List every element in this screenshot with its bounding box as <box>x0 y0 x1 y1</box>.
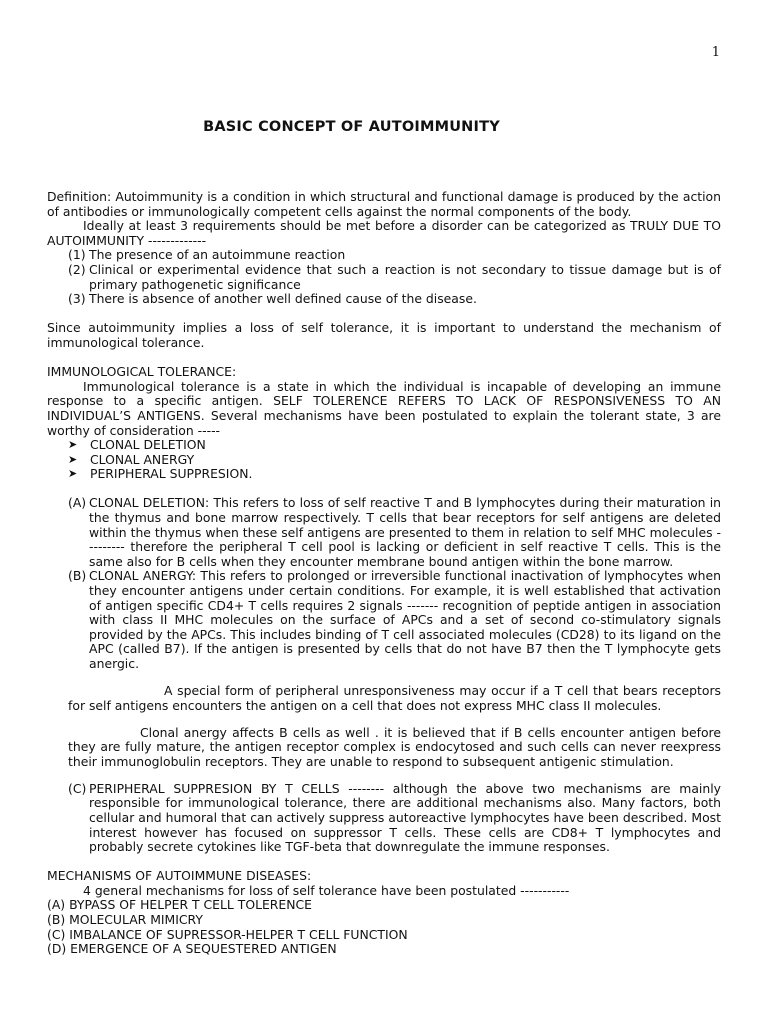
list-item-text: There is absence of another well defined cause of the disease. <box>89 291 477 307</box>
list-item <box>68 263 721 292</box>
bullet-list <box>47 438 721 482</box>
mechanisms-list-item: (B) MOLECULAR MIMICRY <box>47 912 203 928</box>
arrow-bullet-icon: ➤ <box>68 438 78 452</box>
mechanisms-list-item: (A) BYPASS OF HELPER T CELL TOLERENCE <box>47 897 312 913</box>
bullet-item <box>68 438 721 453</box>
bullet-text: CLONAL DELETION <box>90 437 206 453</box>
requirements-list <box>47 248 721 306</box>
mechanisms-detail-list <box>47 496 721 671</box>
list-item-number: (A) <box>68 495 87 511</box>
list-item-text: PERIPHERAL SUPPRESION BY T CELLS -------- although the above two mechanisms are mainly responsible for immunological tolerance, there are additional mechanisms also. Many factors, both cellular and humoral that can actively suppress autoreactive lymphocytes have been described. Most interest however has focused on suppressor T cells. These cells are CD8+ T lymphocytes and probably secrete cytokines like TGF-beta that downregulate the immune responses. <box>89 780 721 855</box>
document-title: BASIC CONCEPT OF AUTOIMMUNITY <box>203 119 500 135</box>
requirements-intro: Ideally at least 3 requirements should be met before a disorder can be categorized as TRULY DUE TO AUTOIMMUNITY ------------- <box>47 218 721 248</box>
list-item-number: (1) <box>68 247 86 263</box>
list-item <box>68 496 721 569</box>
mechanisms-heading: MECHANISMS OF AUTOIMMUNE DISEASES: <box>47 868 312 884</box>
mechanism-c-list <box>47 782 721 855</box>
list-item-number: (3) <box>68 291 86 307</box>
tolerance-paragraph: Immunological tolerance is a state in which the individual is incapable of developing an immune response to a specific antigen. SELF TOLERENCE REFERS TO LACK OF RESPONSIVENESS TO AN INDIVIDUAL’S ANTIGENS. Several mechanisms have been postulated to explain the tolerant state, 3 are worthy of consideration ----- <box>47 378 721 438</box>
mechanisms-list-item: (C) IMBALANCE OF SUPRESSOR-HELPER T CELL FUNCTION <box>47 926 408 942</box>
definition-paragraph: Definition: Autoimmunity is a condition in which structural and functional damage is produced by the action of antibodies or immunologically competent cells against the normal components of the body. <box>47 189 721 219</box>
list-item-text: CLONAL DELETION: This refers to loss of self reactive T and B lymphocytes during their maturation in the thymus and bone marrow respectively. T cells that bear receptors for self antigens are deleted within the thymus when these self antigens are presented to them in relation to self MHC molecules --------- therefore the peripheral T cell pool is lacking or deficient in self reactive T cells. This is the same also for B cells when they encounter membrane bound antigen within the bone marrow. <box>89 495 721 569</box>
clonal-anergy-b-paragraph: Clonal anergy affects B cells as well . it is believed that if B cells encounter antigen before they are fully mature, the antigen receptor complex is endocytosed and such cells can never reexpress their immunoglobulin receptors. They are unable to respond to subsequent antigenic stimulation. <box>68 724 721 769</box>
mechanisms-list-item: (D) EMERGENCE OF A SEQUESTERED ANTIGEN <box>47 941 337 957</box>
since-paragraph: Since autoimmunity implies a loss of self tolerance, it is important to understand the mechanism of immunological tolerance. <box>47 320 721 350</box>
arrow-bullet-icon: ➤ <box>68 467 78 481</box>
list-item-text: The presence of an autoimmune reaction <box>89 247 346 263</box>
special-form-paragraph: A special form of peripheral unresponsiveness may occur if a T cell that bears receptors for self antigens encounters the antigen on a cell that does not express MHC class II molecules. <box>68 682 721 713</box>
list-item <box>68 569 721 671</box>
list-item <box>68 248 721 263</box>
document-body <box>47 190 721 957</box>
tolerance-heading: IMMUNOLOGICAL TOLERANCE: <box>47 364 237 380</box>
mechanisms-intro: 4 general mechanisms for loss of self tolerance have been postulated ----------- <box>83 882 570 898</box>
list-item-text: Clinical or experimental evidence that such a reaction is not secondary to tissue damage but is of primary pathogenetic significance <box>89 261 721 292</box>
list-item-number: (2) <box>68 261 86 277</box>
list-item <box>68 292 721 307</box>
page-number: 1 <box>711 45 720 60</box>
arrow-bullet-icon: ➤ <box>68 452 78 466</box>
list-item-number: (C) <box>68 780 87 796</box>
bullet-item <box>68 453 721 468</box>
list-item <box>68 782 721 855</box>
list-item-text: CLONAL ANERGY: This refers to prolonged or irreversible functional inactivation of lymphocytes when they encounter antigens under certain conditions. For example, it is well established that activation of antigen specific CD4+ T cells requires 2 signals ------- recognition of peptide antigen in association with class II MHC molecules on the surface of APCs and a set of second co-stimulatory signals provided by the APCs. This includes binding of T cell associated molecules (CD28) to its ligand on the APC (called B7). If the antigen is presented by cells that do not have B7 then the T lymphocyte gets anergic. <box>89 568 721 671</box>
bullet-text: CLONAL ANERGY <box>90 451 195 467</box>
bullet-item <box>68 467 721 482</box>
bullet-text: PERIPHERAL SUPPRESION. <box>90 466 253 482</box>
list-item-number: (B) <box>68 568 87 584</box>
